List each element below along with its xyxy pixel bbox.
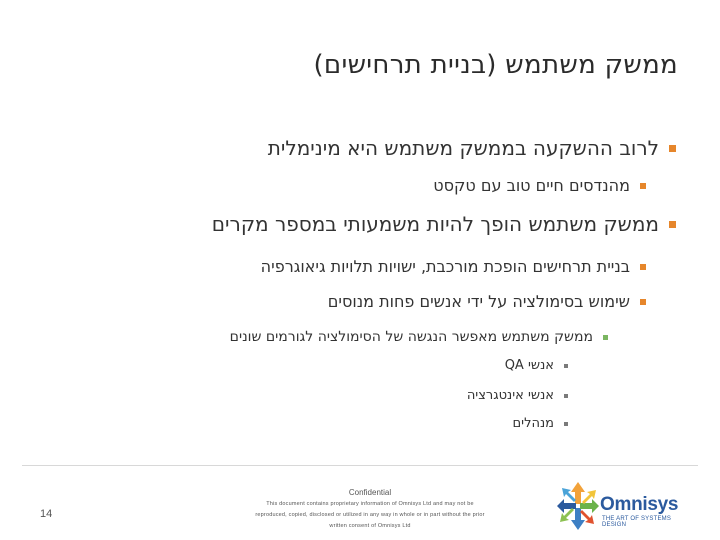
footer-divider (22, 465, 698, 466)
bullet-item (505, 358, 568, 373)
bullet-square-icon (669, 221, 676, 228)
bullet-text: ממשק משתמש הופך להיות משמעותי במספר מקרים (211, 212, 659, 236)
bullet-item (513, 416, 568, 431)
bullet-item (467, 388, 568, 403)
bullet-square-icon (564, 394, 568, 398)
bullet-text: לרוב ההשקעה בממשק משתמש היא מינימלית (267, 136, 659, 160)
confidential-text-line: This document contains proprietary information of Omnisys Ltd and may not be (266, 501, 474, 507)
bullet-item (328, 292, 646, 311)
bullet-square-icon (564, 364, 568, 368)
slide-title: ממשק משתמש (בניית תרחישים) (313, 50, 678, 80)
arrows-logo-icon (556, 480, 600, 532)
bullet-text: שימוש בסימולציה על ידי אנשים פחות מנוסים (327, 292, 630, 311)
bullet-square-icon (640, 264, 646, 270)
bullet-square-icon (603, 335, 608, 340)
bullet-text: אנשי אינטגרציה (466, 388, 554, 403)
confidential-notice (240, 488, 500, 532)
bullet-item (268, 136, 676, 160)
bullet-square-icon (669, 145, 676, 152)
bullet-text: בניית תרחישים הופכת מורכבת, ישויות תלויות גיאוגרפיה (260, 257, 630, 276)
omnisys-logo (556, 480, 696, 532)
logo-tagline: THE ART OF SYSTEMS DESIGN (602, 516, 672, 528)
bullet-text: ממשק משתמש מאפשר הנגשה של הסימולציה לגורמים שונים (229, 329, 593, 345)
bullet-square-icon (640, 299, 646, 305)
confidential-text-line: reproduced, copied, disclosed or utilized in any way in whole or in part without the prior (255, 512, 485, 518)
bullet-square-icon (640, 183, 646, 189)
bullet-item (230, 329, 608, 345)
bullet-item (261, 257, 646, 276)
logo-name: Omnisys (600, 494, 679, 515)
bullet-text: אנשי QA (504, 358, 554, 373)
bullet-item (433, 176, 646, 195)
bullet-square-icon (564, 422, 568, 426)
confidential-text-line: written consent of Omnisys Ltd (329, 523, 411, 529)
page-number: 14 (40, 508, 53, 520)
bullet-item (212, 212, 676, 236)
bullet-text: מנהלים (512, 416, 554, 431)
bullet-text: מהנדסים חיים טוב עם טקסט (433, 176, 630, 195)
confidential-title: Confidential (348, 488, 392, 497)
